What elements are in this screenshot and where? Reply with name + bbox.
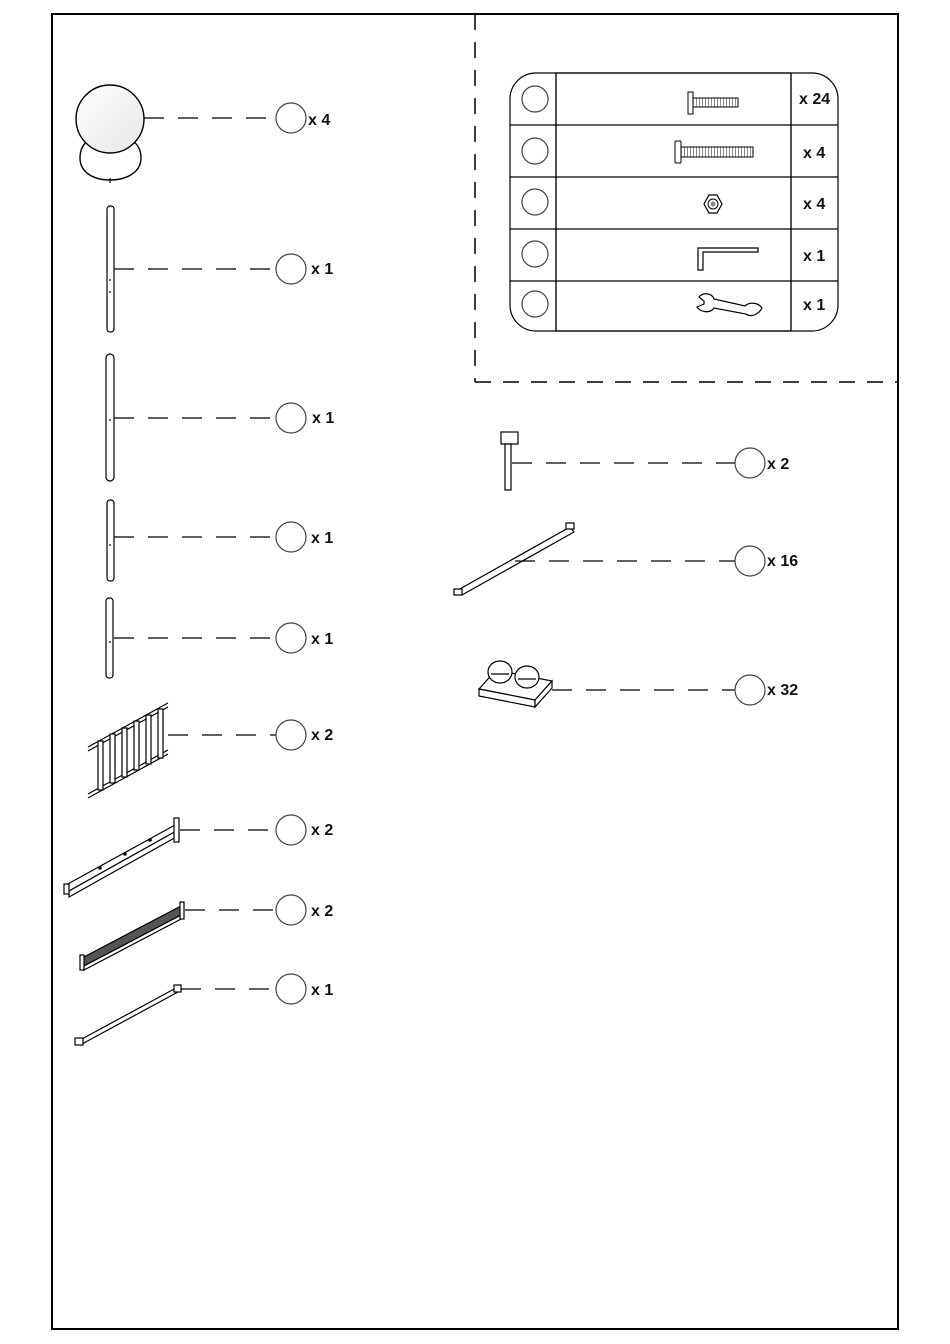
part-ball-foot xyxy=(76,85,330,183)
quantity-label: x 1 xyxy=(311,530,334,547)
quantity-label: x 1 xyxy=(312,410,335,427)
part-label-circle xyxy=(735,448,765,478)
short-post-icon xyxy=(107,500,114,581)
part-long-post-a xyxy=(107,206,333,332)
long-post-icon xyxy=(107,206,114,332)
quantity-label: x 2 xyxy=(767,456,790,473)
short-post-icon xyxy=(106,598,113,678)
quantity-label: x 4 xyxy=(803,196,826,213)
part-label-circle xyxy=(735,675,765,705)
ball-foot-icon xyxy=(76,85,144,183)
part-slat xyxy=(454,523,798,595)
quantity-label: x 1 xyxy=(311,261,334,278)
quantity-label: x 2 xyxy=(311,903,334,920)
slat-cap-icon xyxy=(479,661,552,707)
side-rail-b-icon xyxy=(80,902,184,970)
quantity-label: x 1 xyxy=(803,248,826,265)
hardware-table xyxy=(510,73,838,331)
quantity-label: x 1 xyxy=(311,982,334,999)
side-rail-a-icon xyxy=(64,818,179,897)
quantity-label: x 4 xyxy=(308,112,331,129)
part-label-circle xyxy=(522,189,548,215)
part-label-circle xyxy=(522,138,548,164)
part-short-post-a xyxy=(107,500,333,581)
center-rod-icon xyxy=(75,985,181,1045)
part-long-post-b xyxy=(106,354,334,481)
quantity-label: x 2 xyxy=(311,822,334,839)
quantity-label: x 2 xyxy=(311,727,334,744)
part-label-circle xyxy=(276,254,306,284)
part-label-circle xyxy=(276,815,306,845)
part-label-circle xyxy=(276,403,306,433)
slat-icon xyxy=(454,523,574,595)
quantity-label: x 4 xyxy=(803,145,826,162)
part-label-circle xyxy=(276,623,306,653)
part-label-circle xyxy=(276,895,306,925)
part-label-circle xyxy=(276,103,306,133)
quantity-label: x 16 xyxy=(767,553,799,570)
part-label-circle xyxy=(522,241,548,267)
quantity-label: x 1 xyxy=(311,631,334,648)
part-label-circle xyxy=(522,291,548,317)
long-post-icon xyxy=(106,354,114,481)
quantity-label: x 1 xyxy=(803,297,826,314)
part-side-rail-a xyxy=(64,815,333,897)
part-side-rail-b xyxy=(80,895,333,970)
t-bracket-icon xyxy=(501,432,518,490)
quantity-label: x 24 xyxy=(799,91,831,108)
part-center-rod xyxy=(75,974,333,1045)
part-label-circle xyxy=(735,546,765,576)
part-t-bracket xyxy=(501,432,789,490)
part-label-circle xyxy=(276,974,306,1004)
part-label-circle xyxy=(276,720,306,750)
part-label-circle xyxy=(522,86,548,112)
part-label-circle xyxy=(276,522,306,552)
spindle-panel-icon xyxy=(88,703,168,798)
quantity-label: x 32 xyxy=(767,682,799,699)
part-short-post-b xyxy=(106,598,333,678)
part-slat-cap xyxy=(479,661,798,707)
part-spindle-panel xyxy=(88,703,333,798)
